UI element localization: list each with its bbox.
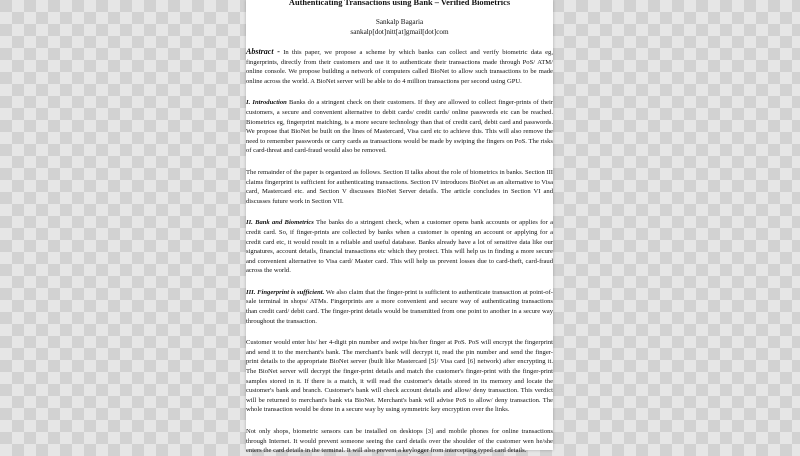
organization-text: The remainder of the paper is organized as follows. Section II talks about the role of biometrics in banks. Section III claims fingerprint is sufficient for authenticating transactions. Section IV introduces BioNet as an alternative to Visa card, Mastercard etc. and Section V discusses BioNet Server details. The article concludes in Section VI and discusses future work in Section VII. <box>246 168 553 205</box>
abstract-heading: Abstract - <box>246 47 280 56</box>
transaction-flow-paragraph <box>246 338 553 415</box>
bank-biometrics-paragraph <box>246 218 553 276</box>
document-page <box>246 0 554 455</box>
fingerprint-sufficient-paragraph <box>246 288 553 326</box>
bank-biometrics-text: The banks do a stringent check, when a customer opens bank accounts or applies for a credit card. So, if finger-prints are collected by banks when a customer is opening an account or applying for a credit card etc, it would result in a reliable and useful database. Banks already have a lot of sensitive data like our signatures, account details, financial transactions etc which they protect. This will help us in finding a more secure and convenient alternative to Visa card/ Master card. This will help us prevent losses due to card-theft, card-fraud across the world. <box>246 219 553 275</box>
author-email: sankalp[dot]nitt[at]gmail[dot]com <box>350 27 449 36</box>
organization-paragraph <box>246 168 553 206</box>
fingerprint-sufficient-text: We also claim that the finger-print is sufficient to authenticate transaction at point-of-sale terminal in shops/ ATMs. Fingerprints are a more convenient and secure way of authenticating transactions than credit card/ debit card. The finger-print details would be transmitted from one point to another in a secure way throughout the transaction. <box>246 288 553 325</box>
abstract-paragraph <box>246 47 553 86</box>
abstract-text: In this paper, we propose a scheme by which banks can collect and verify biometric data eg, fingerprints, directly from their customers and use it to authenticate their transactions made through PoS/ ATM/ online console. We propose building a network of computers called BioNet to allow such transactions to be made online across the world. A BioNet server will be able to do 4 million transactions per second using GPU. <box>246 49 553 85</box>
author-name: Sankalp Bagaria <box>375 18 424 26</box>
transaction-flow-text: Customer would enter his/ her 4-digit pin number and swipe his/her finger at PoS. PoS will encrypt the fingerprint and send it to the merchant's bank. The merchant's bank will decrypt it, read the pin number and send the finger-print details to the appropriate BioNet server (built like Mastercard [5]/ Visa card [6] network) after encrypting it. The BioNet server will decrypt the finger-print details and match the customer's finger-print with the finger-print samples stored in it. If there is a match, it will read the customer's details stored in its memory and locate the customer's bank and branch. Customer's bank will check account details and allow/ deny transaction. This verdict will be returned to merchant's bank via BioNet. Merchant's bank will advise PoS to allow/ deny transaction. The whole transaction would be done in a secure way by using symmetric key encryption over the links. <box>246 339 553 414</box>
section-heading-bank-biometrics: II. Bank and Biometrics <box>246 219 314 227</box>
section-heading-fingerprint: III. Fingerprint is sufficient. <box>246 288 325 296</box>
author-block <box>246 18 553 37</box>
introduction-text: Banks do a stringent check on their customers. If they are allowed to collect finger-prints of their customers, a secure and convenient alternative to debit cards/ credit cards/ online passwords etc can be reached. Biometrics eg, fingerprint matching, is a more secure technology than that of credit card, debit card and passwords. We propose that BioNet be built on the lines of Mastercard, Visa card etc to achieve this. This will also remove the need to remember passwords or carry cards as transactions would be made by swiping the fingers on PoS. The risks of card-threat and card-fraud would also be removed. <box>246 99 554 155</box>
online-transactions-paragraph <box>246 427 553 456</box>
paper-title: Authenticating Transactions using Bank – Verified Biometrics <box>288 0 511 7</box>
section-heading-introduction: I. Introduction <box>246 99 287 107</box>
page-content <box>246 0 553 456</box>
online-transactions-text: Not only shops, biometric sensors can be installed on desktops [3] and mobile phones for online transactions through Internet. It would prevent someone seeing the card details over the shoulder of the customer wen he/she enters the card details in the terminal. It will also prevent a keylogger from intercepting typed card details. <box>246 428 553 455</box>
introduction-paragraph <box>246 98 553 156</box>
